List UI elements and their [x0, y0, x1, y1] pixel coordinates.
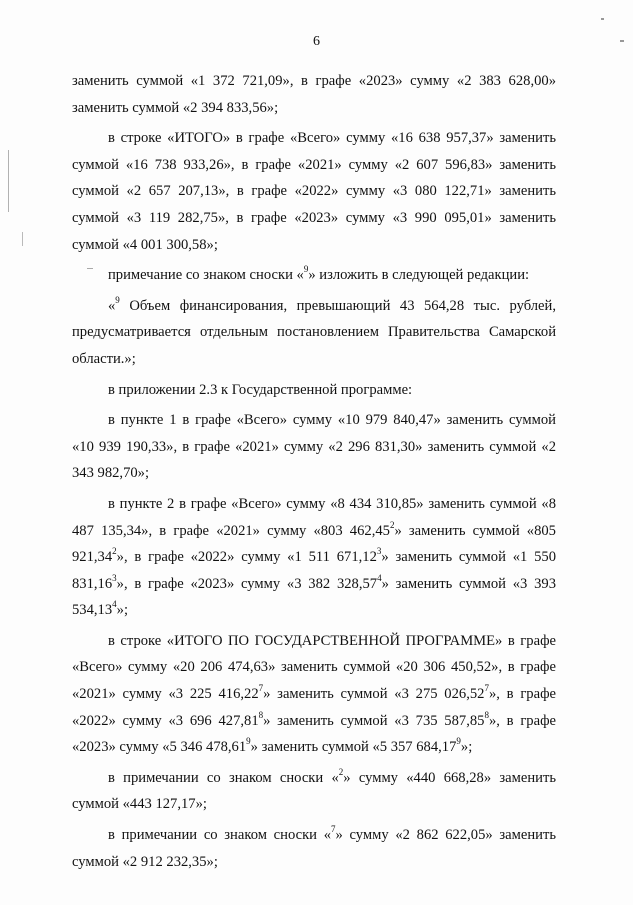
- footnote-mark: 4: [112, 599, 117, 610]
- footnote-mark: 9: [303, 264, 309, 275]
- paragraph-text: » сумму «440 668,28» заменить суммой «443 127,17»;: [72, 769, 556, 813]
- footnote-mark: 7: [484, 683, 489, 694]
- paragraph: [72, 407, 556, 487]
- paragraph-text: в строке «ИТОГО» в графе «Всего» сумму «16 638 957,37» заменить суммой «16 738 933,26», в графе «2021» сумму «2 607 596,83» заменить суммой «2 657 207,13», в графе «2022» сумму «3 080 122,71» заменить суммой «3 119 282,75», в графе «2023» сумму «3 990 095,01» заменить суммой «4 001 300,58»;: [72, 130, 556, 253]
- paragraph-text: » заменить суммой «5 357 684,17: [250, 739, 457, 756]
- paragraph-text: », в графе «2022» сумму «3 696 427,81: [72, 686, 557, 729]
- footnote-mark: 8: [484, 709, 489, 720]
- paragraph-text: Объем финансирования, превышающий 43 564,28 тыс. рублей, предусматривается отдельным постановлением Правительства Самарской области.»;: [72, 297, 556, 367]
- paragraph-text: »;: [116, 602, 128, 619]
- paragraph-text: в приложении 2.3 к Государственной программе:: [108, 381, 413, 398]
- paragraph: [72, 822, 556, 875]
- paragraph-text: в примечании со знаком сноски «: [108, 827, 331, 844]
- footnote-mark: 9: [246, 736, 251, 747]
- scan-mark: [87, 268, 93, 269]
- footnote-mark: 8: [258, 709, 264, 720]
- footnote-mark: 2: [389, 519, 395, 530]
- paragraph-text: «: [108, 297, 116, 314]
- paragraph-text: заменить суммой «1 372 721,09», в графе «2023» сумму «2 383 628,00» заменить суммой «2 394 833,56»;: [72, 73, 556, 116]
- scan-mark: [8, 150, 9, 212]
- scan-mark: [620, 40, 624, 42]
- paragraph-text: в пункте 2 в графе «Всего» сумму «8 434 310,85» заменить суммой «8 487 135,34», в графе «2021» сумму «803 462,45: [72, 495, 556, 539]
- paragraph-text: » заменить суммой «1 550 831,16: [72, 549, 556, 592]
- paragraph-text: в пункте 1 в графе «Всего» сумму «10 979 840,47» заменить суммой «10 939 190,33», в графе «2021» сумму «2 296 831,30» заменить суммой «2 343 982,70»;: [72, 412, 556, 482]
- paragraph-text: » заменить суммой «3 275 026,52: [263, 686, 485, 703]
- paragraph: [72, 765, 556, 818]
- paragraph-text: » сумму «2 862 622,05» заменить суммой «2 912 232,35»;: [72, 827, 557, 870]
- footnote-mark: 3: [376, 546, 382, 557]
- page-number: 6: [313, 34, 320, 49]
- footnote-mark: 2: [338, 766, 344, 777]
- footnote-mark: 4: [377, 572, 382, 583]
- paragraph-text: » заменить суммой «3 735 587,85: [263, 712, 485, 729]
- paragraph: [72, 628, 556, 761]
- document-body: [72, 68, 556, 875]
- footnote-mark: 9: [456, 736, 461, 747]
- paragraph-text: примечание со знаком сноски «: [108, 267, 304, 284]
- paragraph: [72, 491, 556, 624]
- footnote-mark: 7: [258, 683, 264, 694]
- paragraph: [72, 377, 556, 404]
- paragraph-text: », в графе «2023» сумму «5 346 478,61: [72, 712, 557, 756]
- footnote-mark: 2: [112, 546, 117, 557]
- paragraph-text: » изложить в следующей редакции:: [308, 267, 530, 284]
- scan-mark: [601, 18, 604, 20]
- footnote-mark: 9: [115, 294, 120, 305]
- footnote-mark: 7: [331, 824, 336, 835]
- paragraph-text: »;: [460, 739, 473, 756]
- paragraph: [72, 68, 556, 121]
- scan-mark: [22, 232, 23, 246]
- paragraph-text: » заменить суммой «805 921,34: [72, 522, 556, 566]
- paragraph: [72, 125, 556, 258]
- paragraph-text: в примечании со знаком сноски «: [108, 769, 339, 786]
- paragraph-text: », в графе «2023» сумму «3 382 328,57: [116, 575, 378, 592]
- paragraph-text: » заменить суммой «3 393 534,13: [72, 575, 557, 619]
- paragraph: [72, 262, 556, 289]
- paragraph-text: », в графе «2022» сумму «1 511 671,12: [116, 549, 377, 566]
- paragraph-text: в строке «ИТОГО ПО ГОСУДАРСТВЕННОЙ ПРОГРАММЕ» в графе «Всего» сумму «20 206 474,63» заменить суммой «20 306 450,52», в графе «2021» сумму «3 225 416,22: [72, 632, 556, 703]
- footnote-mark: 3: [112, 572, 117, 583]
- paragraph: [72, 293, 556, 373]
